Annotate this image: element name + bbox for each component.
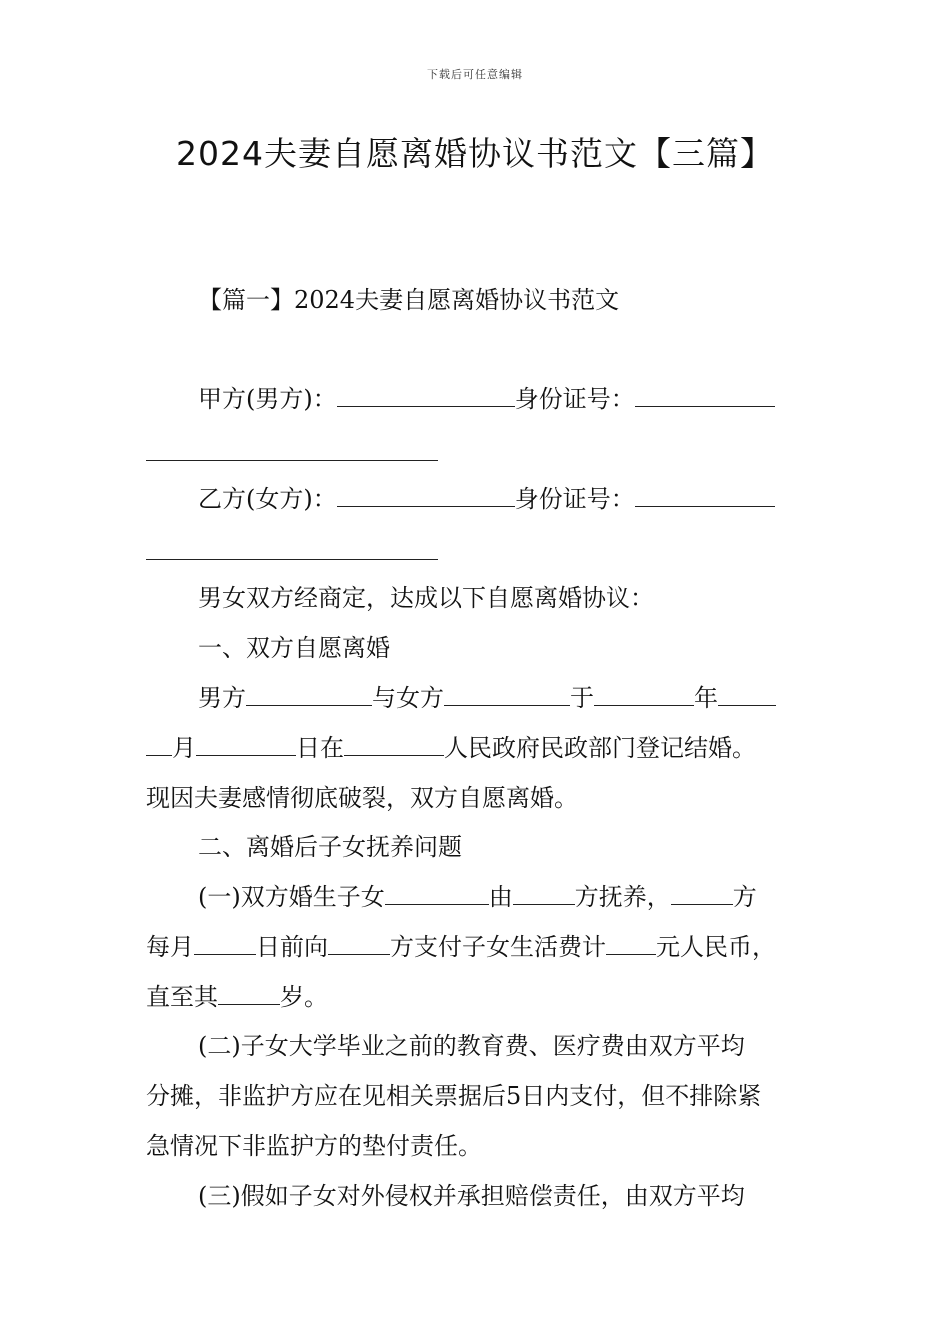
text-children: (一)双方婚生子女 [198,883,385,911]
text-monthly: 每月 [146,933,194,961]
text-until: 直至其 [146,983,218,1011]
text-day-at: 日在 [296,734,344,762]
text-on: 于 [570,684,594,712]
amount-blank [606,936,656,955]
month-blank-start [718,687,776,706]
clause-1-line-3: 现因夫妻感情彻底破裂，双方自愿离婚。 [146,784,578,812]
clause-2-1-line-3 [146,972,808,1022]
text-husband: 男方 [198,684,246,712]
pay-day-blank [194,936,256,955]
agreement-intro: 男女双方经商定，达成以下自愿离婚协议： [198,584,654,612]
section-heading: 【篇一】2024夫妻自愿离婚协议书范文 [198,286,620,314]
party-a-id-blank-continued [146,460,438,461]
party-b-id-blank-continued [146,559,438,560]
clause-2-2-line-2: 分摊，非监护方应在见相关票据后5日内支付，但不排除紧 [146,1082,762,1110]
custodian-blank [513,886,575,905]
clause-2-1-line-1 [146,872,808,922]
text-raises: 方抚养， [574,883,671,911]
party-a-line [146,374,808,424]
text-month: 月 [172,734,196,762]
payer-blank [671,886,733,905]
place-blank [344,737,444,756]
page-header-note: 下载后可任意编辑 [427,68,523,81]
party-b-name-blank [337,488,515,507]
party-b-line [146,474,808,524]
text-rmb: 元人民币， [656,933,776,961]
party-a-label: 甲方(男方)： [198,385,337,413]
party-a-id-blank [635,388,775,407]
wife-name-blank [444,687,570,706]
text-year: 年 [694,684,718,712]
month-blank-end [146,737,172,756]
child-name-blank [385,886,489,905]
clause-2-2-line-3: 急情况下非监护方的垫付责任。 [146,1132,482,1160]
party-b-id-label: 身份证号： [514,485,635,513]
husband-name-blank [246,687,372,706]
text-pay-living: 方支付子女生活费计 [390,933,606,961]
party-b-label: 乙方(女方)： [198,485,337,513]
clause-2-heading: 二、离婚后子女抚养问题 [198,833,462,861]
clause-2-1-line-2 [146,922,808,972]
text-registered: 人民政府民政部门登记结婚。 [444,734,756,762]
party-a-name-blank [337,388,515,407]
text-by: 由 [488,883,513,911]
text-and-wife: 与女方 [372,684,444,712]
clause-1-heading: 一、双方自愿离婚 [198,634,390,662]
text-party: 方 [732,883,757,911]
clause-2-2-line-1: (二)子女大学毕业之前的教育费、医疗费由双方平均 [198,1032,745,1060]
text-age: 岁。 [280,983,328,1011]
clause-1-line-1 [146,673,808,723]
party-a-id-label: 身份证号： [514,385,635,413]
payee-blank [328,936,390,955]
age-blank [218,986,280,1005]
document-title: 2024夫妻自愿离婚协议书范文【三篇】 [176,134,774,173]
text-before-to: 日前向 [256,933,328,961]
clause-1-line-2 [146,723,808,773]
clause-2-3-line-1: (三)假如子女对外侵权并承担赔偿责任，由双方平均 [198,1182,745,1210]
day-blank [196,737,296,756]
party-b-id-blank [635,488,775,507]
year-blank [594,687,694,706]
